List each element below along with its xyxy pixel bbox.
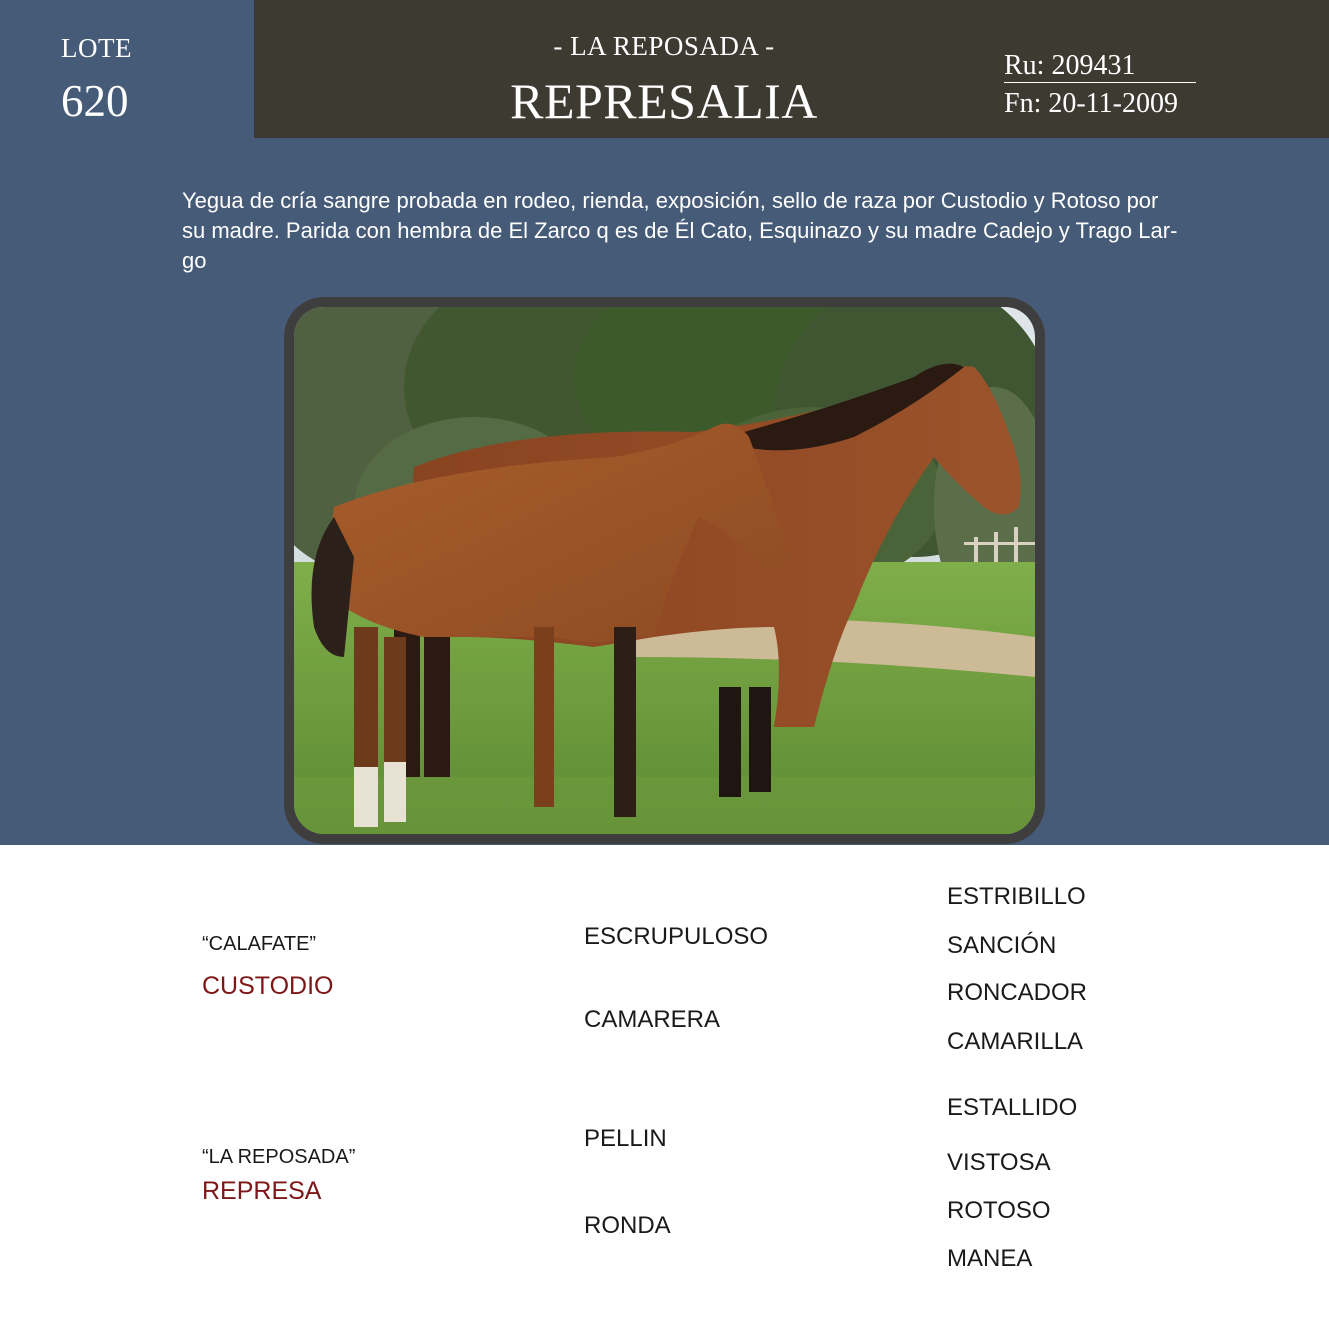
- dam-dam-sire: ROTOSO: [947, 1197, 1051, 1224]
- description-line: Yegua de cría sangre probada en rodeo, rienda, exposición, sello de raza por Custodio y Rotoso por: [182, 188, 1159, 213]
- horse-name: REPRESALIA: [510, 73, 818, 129]
- sire-dam-dam: CAMARILLA: [947, 1028, 1084, 1055]
- dam-sire: PELLIN: [584, 1125, 667, 1152]
- registration-number: Ru: 209431: [1004, 50, 1196, 83]
- sire-breeder: “CALAFATE”: [202, 933, 317, 955]
- dam-sire-dam: VISTOSA: [947, 1149, 1051, 1176]
- dam-sire-sire: ESTALLIDO: [947, 1094, 1078, 1121]
- sire-sire-sire: ESTRIBILLO: [947, 883, 1086, 910]
- sire-sire-dam: SANCIÓN: [947, 932, 1057, 959]
- birth-date: Fn: 20-11-2009: [1004, 88, 1178, 119]
- lot-box: [0, 0, 254, 138]
- sire-dam-sire: RONCADOR: [947, 979, 1088, 1006]
- description-line: su madre. Parida con hembra de El Zarco q es de Él Cato, Esquinazo y su madre Cadejo y Trago Lar-: [182, 218, 1178, 243]
- horse-photo: [294, 307, 1035, 834]
- dam-dam: RONDA: [584, 1212, 671, 1239]
- description: [182, 186, 1212, 276]
- horse-photo-illustration: [294, 307, 1035, 834]
- dam-dam-dam: MANEA: [947, 1245, 1033, 1272]
- breeder-name: - LA REPOSADA -: [553, 31, 775, 61]
- sire-sire: ESCRUPULOSO: [584, 923, 769, 950]
- sire-dam: CAMARERA: [584, 1006, 721, 1033]
- sire-name: CUSTODIO: [202, 972, 334, 1000]
- dam-breeder: “LA REPOSADA”: [202, 1146, 356, 1168]
- lot-number: 620: [61, 76, 129, 126]
- description-line: go: [182, 248, 207, 273]
- lot-label: LOTE: [61, 33, 132, 63]
- photo-frame: [284, 297, 1045, 844]
- header-bar: [254, 0, 1329, 138]
- dam-name: REPRESA: [202, 1177, 322, 1205]
